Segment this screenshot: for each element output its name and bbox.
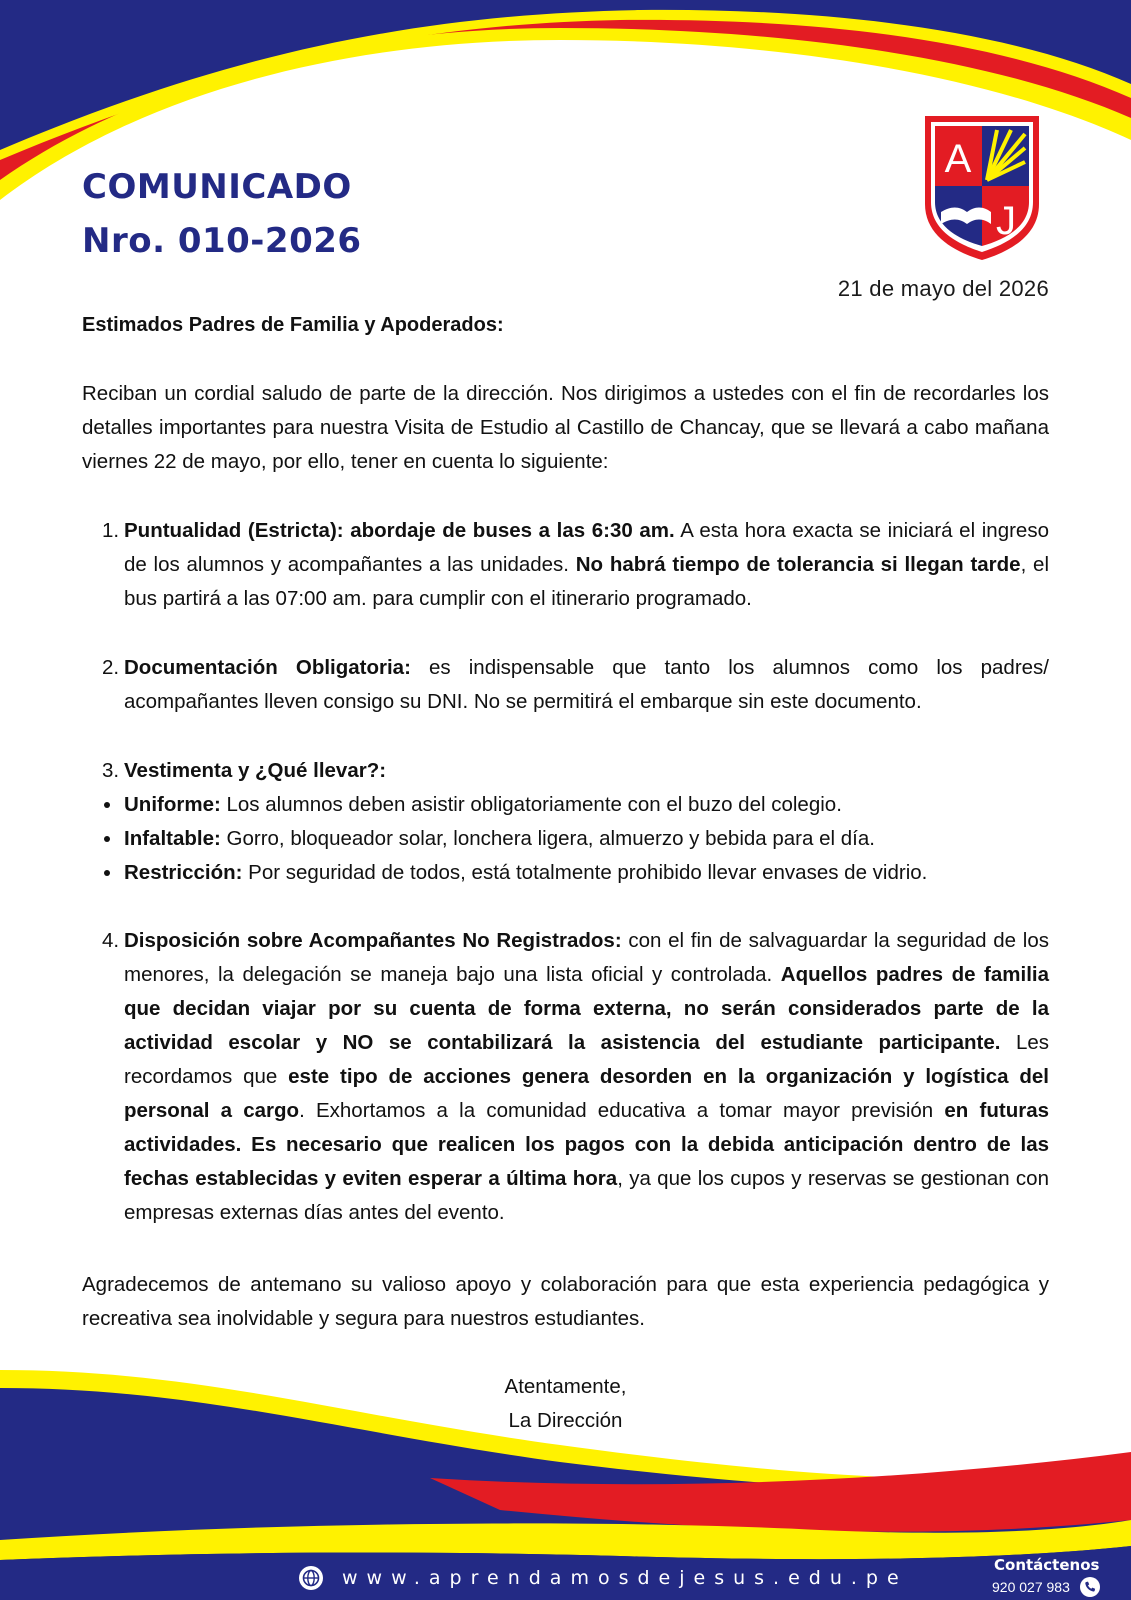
intro-paragraph: Reciban un cordial saludo de parte de la dirección. Nos dirigimos a ustedes con el fin de recordarles los detalles importantes para nuestra Visita de Estudio al Castillo de Chancay, que se llevará a cabo mañana viernes 22 de mayo, por ello, tener en cuenta lo siguiente:	[82, 382, 1049, 473]
phone-number: 920 027 983	[992, 1579, 1070, 1595]
bullet-dot-icon	[104, 802, 110, 808]
contact-phone[interactable]	[992, 1577, 1100, 1597]
numbered-item-3	[82, 754, 1049, 788]
crest-letter-j: J	[996, 199, 1016, 243]
item-text: Puntualidad (Estricta): abordaje de buses a las 6:30 am. A esta hora exacta se iniciará el ingreso de los alumnos y acompañantes a las unidades. No habrá tiempo de tolerancia si llegan tarde, el bus partirá a las 07:00 am. para cumplir con el itinerario programado.	[124, 519, 1049, 610]
list-item: Uniforme: Los alumnos deben asistir obligatoriamente con el buzo del colegio.	[82, 788, 1049, 822]
website-url: www.aprendamosdejesus.edu.pe	[342, 1567, 908, 1589]
closing-paragraph: Agradecemos de antemano su valioso apoyo y colaboración para que esta experiencia pedagógica y recreativa sea inolvidable y segura para nuestros estudiantes.	[82, 1273, 1049, 1330]
website-link[interactable]	[298, 1563, 908, 1593]
bullet-dot-icon	[104, 836, 110, 842]
signoff	[0, 1370, 1131, 1438]
item-number: 3.	[102, 759, 120, 782]
title-line-2: Nro. 010-2026	[82, 221, 362, 261]
list-item: Infaltable: Gorro, bloqueador solar, lonchera ligera, almuerzo y bebida para el día.	[82, 822, 1049, 856]
signoff-line-1: Atentamente,	[504, 1375, 627, 1398]
item-number: 2.	[102, 656, 120, 679]
bullet-dot-icon	[104, 870, 110, 876]
school-crest-logo	[921, 112, 1043, 262]
item-number: 4.	[102, 929, 120, 952]
contact-label: Contáctenos	[994, 1556, 1100, 1574]
greeting: Estimados Padres de Familia y Apoderados:	[82, 314, 504, 336]
title-line-1: COMUNICADO	[82, 167, 352, 207]
numbered-item-4	[82, 924, 1049, 1230]
numbered-item-1	[82, 514, 1049, 616]
bullet-list	[82, 788, 1049, 890]
signoff-line-2: La Dirección	[508, 1409, 623, 1432]
item-text: Documentación Obligatoria: es indispensable que tanto los alumnos como los padres/ acompañantes lleven consigo su DNI. No se permitirá el embarque sin este documento.	[124, 656, 1050, 713]
numbered-item-2	[82, 651, 1049, 719]
crest-letter-a: A	[944, 137, 972, 181]
phone-icon	[1080, 1577, 1100, 1597]
item-text: Vestimenta y ¿Qué llevar?:	[124, 759, 387, 782]
globe-icon	[298, 1565, 324, 1591]
list-item: Restricción: Por seguridad de todos, está totalmente prohibido llevar envases de vidrio.	[82, 856, 1049, 890]
item-number: 1.	[102, 519, 120, 542]
page-title	[82, 160, 362, 268]
item-text: Disposición sobre Acompañantes No Registrados: con el fin de salvaguardar la seguridad de los menores, la delegación se maneja bajo una lista oficial y controlada. Aquellos padres de familia que decidan viajar por su cuenta de forma externa, no serán considerados parte de la actividad escolar y NO se contabilizará la asistencia del estudiante participante. Les recordamos que este tipo de acciones genera desorden en la organización y logística del personal a cargo. Exhortamos a la comunidad educativa a tomar mayor previsión en futuras actividades. Es necesario que realicen los pagos con la debida anticipación dentro de las fechas establecidas y eviten esperar a última hora, ya que los cupos y reservas se gestionan con empresas externas días antes del evento.	[124, 929, 1050, 1224]
document-date: 21 de mayo del 2026	[837, 276, 1049, 301]
